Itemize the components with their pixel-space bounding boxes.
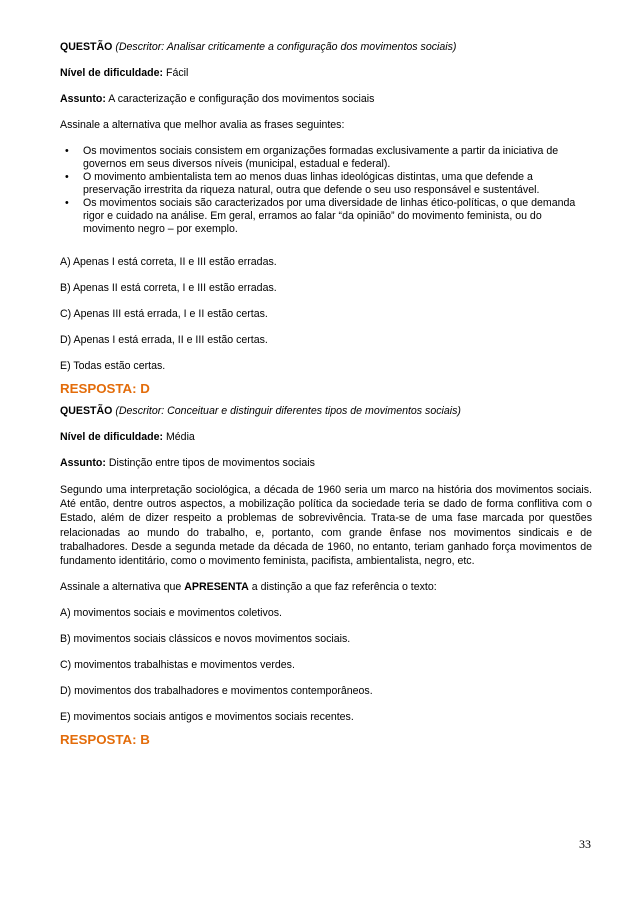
q1-level-value: Fácil [165,67,189,79]
q1-level-label: Nível de dificuldade: [60,67,164,79]
q1-level [60,67,592,80]
q1-option-e: E) Todas estão certas. [60,360,166,372]
q2-option-b: B) movimentos sociais clássicos e novos movimentos sociais. [60,633,351,646]
q1-option-d: D) Apenas I está errada, II e III estão certas. [60,334,268,346]
q1-answer: RESPOSTA: D [60,381,150,396]
q2-heading-label: QUESTÃO [60,405,113,417]
q2-heading [60,405,592,418]
page-content [60,41,592,756]
q2-level-label: Nível de dificuldade: [60,431,164,443]
q1-option-a: A) Apenas I está correta, II e III estão erradas. [60,256,277,268]
q2-subject-value: Distinção entre tipos de movimentos sociais [108,457,315,469]
q2-option-e: E) movimentos sociais antigos e movimentos sociais recentes. [60,711,354,724]
q1-option-c: C) Apenas III está errada, I e II estão certas. [60,308,268,320]
q1-heading-desc: (Descritor: Analisar criticamente a configuração dos movimentos sociais) [115,41,457,53]
q2-paragraph: Segundo uma interpretação sociológica, a década de 1960 seria um marco na história dos movimentos sociais. Até então, dentre outros aspectos, a mobilização política da sociedade teria se dado de forma conflitiva com o Estado, além de dizer respeito a problemas de sobrevivência. Trata-se de uma fase marcada por questões relacionadas ao mundo do trabalho, e, portanto, com grande ênfase nos movimentos sindicais e de trabalhadores. Desde a segunda metade da década de 1960, no entanto, teriam ganhado força movimentos de fundamento identitário, como o movimento feminista, pacifista, ambientalista, negro, etc. [60,484,592,568]
bullet-icon: • [65,171,69,183]
q1-option-b: B) Apenas II está correta, I e III estão erradas. [60,282,277,294]
q1-subject-label: Assunto: [60,93,106,105]
q1-statements-list [60,145,592,236]
page-number: 33 [579,837,591,851]
q1-statement-2: • O movimento ambientalista tem ao menos duas linhas ideológicas distintas, uma que defende a preservação irrestrita da riqueza natural, outra que defende o seu uso responsável e sustentável. [65,171,540,196]
q1-heading-label: QUESTÃO [60,41,113,53]
bullet-icon: • [65,145,69,157]
q1-subject-value: A caracterização e configuração dos movimentos sociais [108,93,375,105]
q2-level-value: Média [165,431,195,443]
q2-level [60,431,592,444]
bullet-icon: • [65,197,69,209]
q2-answer: RESPOSTA: B [60,732,150,748]
q2-option-c: C) movimentos trabalhistas e movimentos verdes. [60,659,295,672]
q1-statement-3: • Os movimentos sociais são caracterizados por uma diversidade de linhas ético-políticas, o que demanda rigor e cuidado na análise. Em geral, erramos ao falar “da opinião” do movimento feminista, ou do movimento negro – por exemplo. [65,197,576,235]
q1-heading [60,41,592,54]
q2-option-d: D) movimentos dos trabalhadores e movimentos contemporâneos. [60,685,373,698]
q1-prompt: Assinale a alternativa que melhor avalia as frases seguintes: [60,119,345,131]
q1-statement-1: • Os movimentos sociais consistem em organizações formadas exclusivamente a partir da iniciativa de governos em seus diversos níveis (municipal, estadual e federal). [65,145,559,170]
q2-option-a: A) movimentos sociais e movimentos coletivos. [60,607,282,620]
q2-prompt: Assinale a alternativa que APRESENTA a distinção a que faz referência o texto: [60,581,437,594]
q1-subject [60,93,592,106]
q2-heading-desc: (Descritor: Conceituar e distinguir diferentes tipos de movimentos sociais) [115,405,461,417]
q2-subject [60,457,592,470]
q2-subject-label: Assunto: [60,457,106,469]
